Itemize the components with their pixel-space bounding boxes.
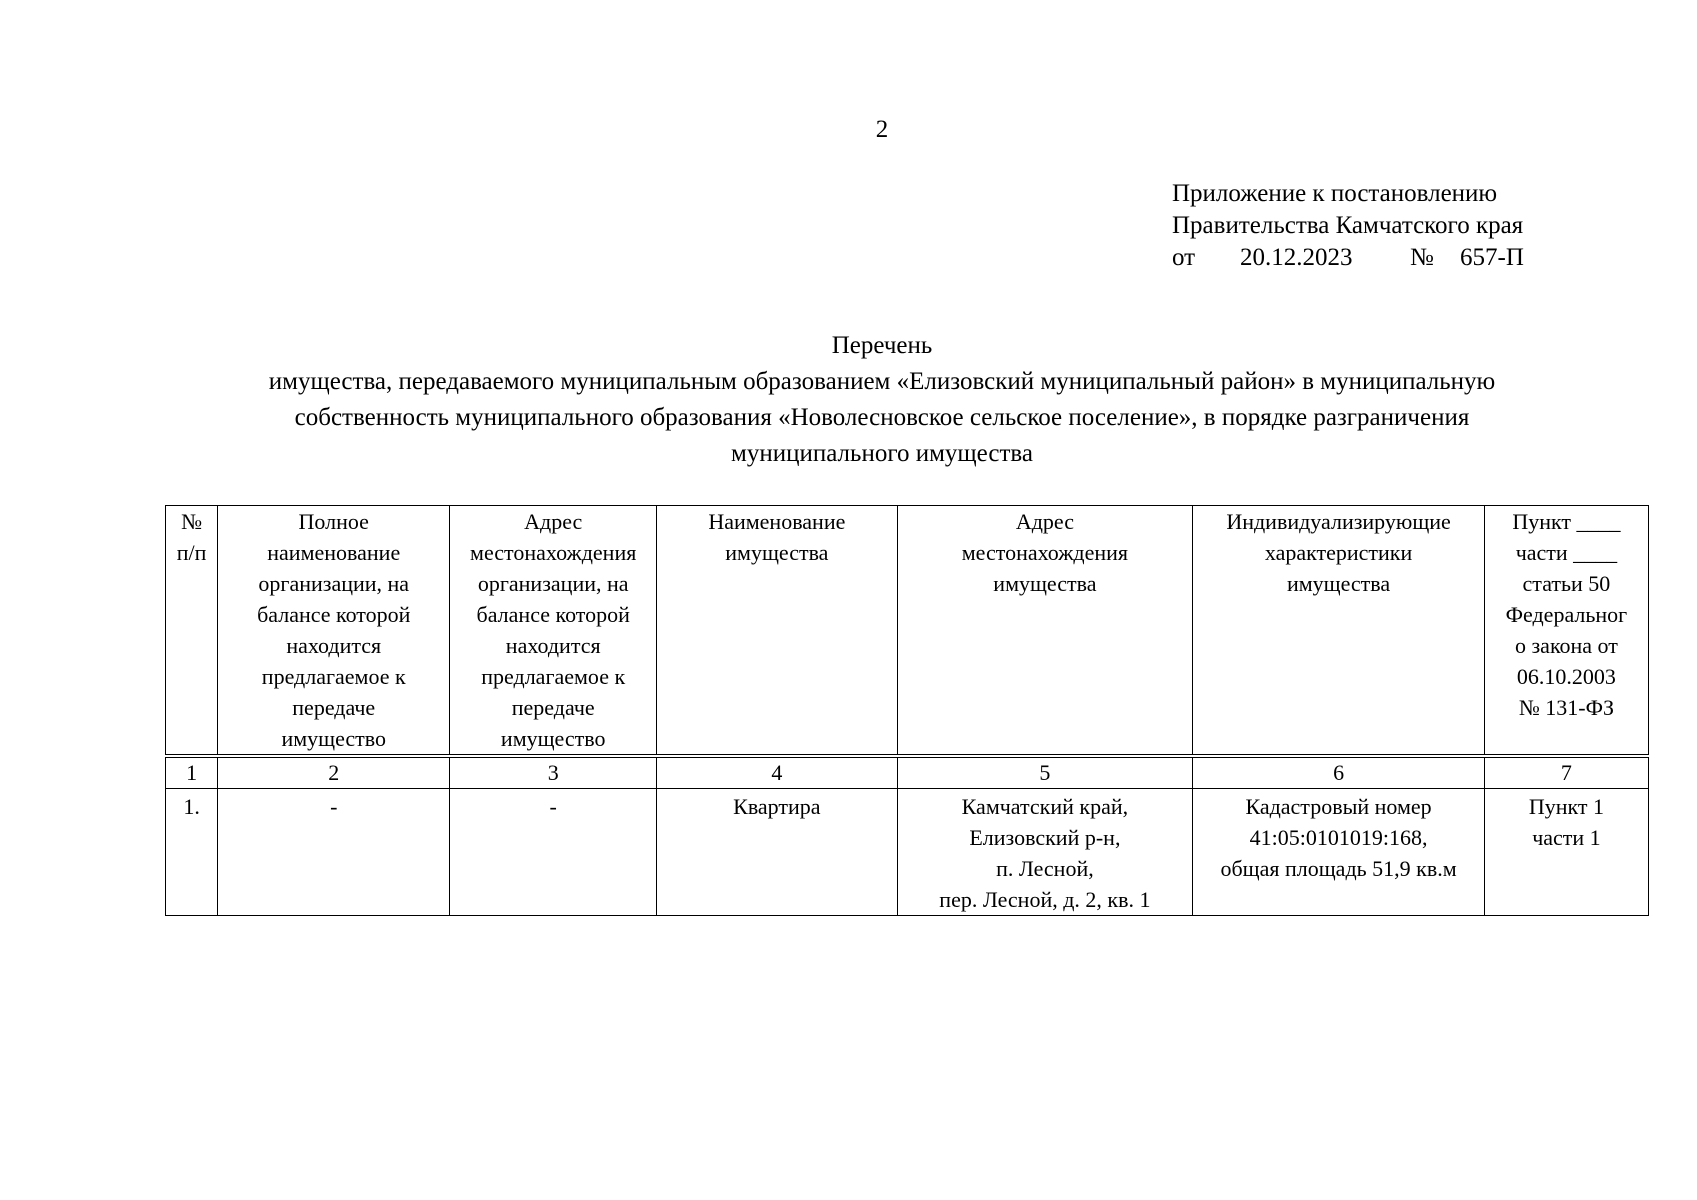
table-header-row bbox=[166, 506, 1649, 757]
header-cell-organization-name: Полное наименование организации, на балансе которой находится предлагаемое к передаче имущество bbox=[218, 506, 450, 757]
header-cell-number: № п/п bbox=[166, 506, 218, 757]
from-label: от bbox=[1172, 244, 1196, 271]
property-address-cell: Камчатский край, Елизовский р-н, п. Лесной, пер. Лесной, д. 2, кв. 1 bbox=[897, 789, 1193, 916]
column-number: 1 bbox=[166, 756, 218, 789]
title-subtitle-line-2: собственность муниципального образования «Новолесновское сельское поселение», в порядке разграничения bbox=[294, 404, 1470, 431]
header-cell-law-clause: Пункт ____ части ____ статьи 50 Федеральног о закона от 06.10.2003 № 131-ФЗ bbox=[1484, 506, 1648, 757]
appendix-line-1: Приложение к постановлению bbox=[1172, 180, 1498, 207]
column-number: 2 bbox=[218, 756, 450, 789]
resolution-number: 657-П bbox=[1460, 244, 1524, 271]
row-number-cell: 1. bbox=[166, 789, 218, 916]
law-clause-cell: Пункт 1 части 1 bbox=[1484, 789, 1648, 916]
characteristics-cell: Кадастровый номер 41:05:0101019:168, общая площадь 51,9 кв.м bbox=[1193, 789, 1485, 916]
property-name-cell: Квартира bbox=[657, 789, 897, 916]
column-number: 6 bbox=[1193, 756, 1485, 789]
column-number: 5 bbox=[897, 756, 1193, 789]
organization-name-cell: - bbox=[218, 789, 450, 916]
number-sign: № bbox=[1410, 244, 1434, 271]
organization-address-cell: - bbox=[450, 789, 657, 916]
page-number: 2 bbox=[875, 116, 889, 143]
header-cell-characteristics: Индивидуализирующие характеристики имущества bbox=[1193, 506, 1485, 757]
title-heading: Перечень bbox=[831, 332, 933, 359]
title-subtitle-line-1: имущества, передаваемого муниципальным образованием «Елизовский муниципальный район» в муниципальную bbox=[268, 368, 1496, 395]
appendix-block bbox=[1172, 178, 1524, 274]
column-number-row bbox=[166, 756, 1649, 789]
table-row bbox=[166, 789, 1649, 916]
title-subtitle-line-3: муниципального имущества bbox=[731, 440, 1033, 467]
column-number: 4 bbox=[657, 756, 897, 789]
column-number: 3 bbox=[450, 756, 657, 789]
appendix-date-line bbox=[1172, 242, 1524, 274]
document-title bbox=[150, 328, 1614, 472]
appendix-line-2: Правительства Камчатского края bbox=[1172, 212, 1524, 239]
resolution-date: 20.12.2023 bbox=[1240, 244, 1353, 271]
header-cell-property-address: Адрес местонахождения имущества bbox=[897, 506, 1193, 757]
header-cell-organization-address: Адрес местонахождения организации, на балансе которой находится предлагаемое к передаче имущество bbox=[450, 506, 657, 757]
property-table bbox=[165, 505, 1649, 916]
header-cell-property-name: Наименование имущества bbox=[657, 506, 897, 757]
column-number: 7 bbox=[1484, 756, 1648, 789]
